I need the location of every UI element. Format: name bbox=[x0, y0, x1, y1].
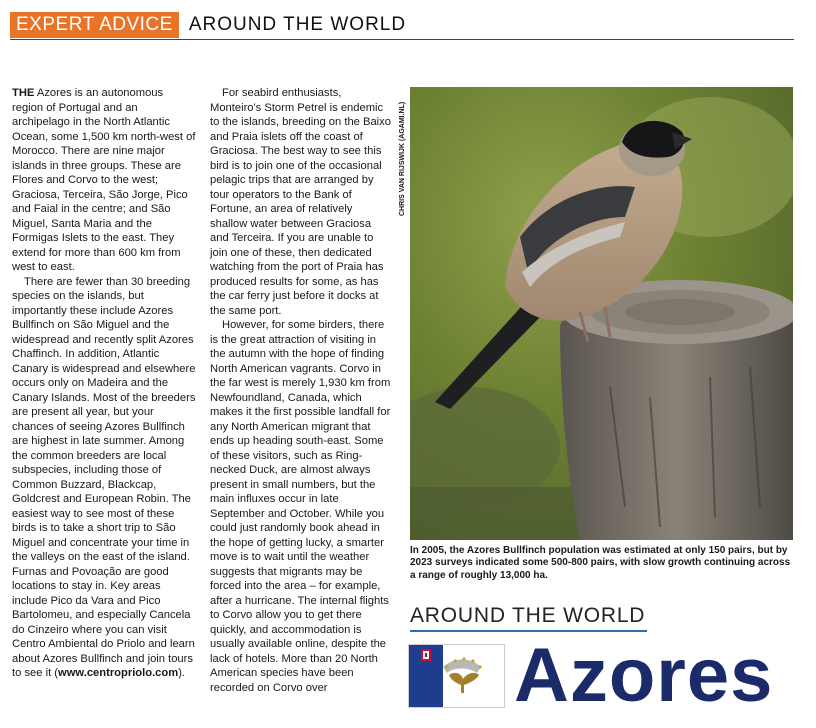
article-column-2 bbox=[210, 86, 392, 695]
article-column-1 bbox=[12, 86, 197, 681]
azores-flag bbox=[408, 644, 505, 708]
website-link[interactable]: www.centropriolo.com bbox=[58, 667, 179, 679]
feature-title: Azores bbox=[514, 633, 774, 718]
photo-credit bbox=[399, 86, 407, 216]
photo-caption: In 2005, the Azores Bullfinch population was estimated at only 150 pairs, but by 2023 surveys indicated some 500-800 pairs, with slow growth continuing across a range of roughly 13,000 ha. bbox=[410, 545, 791, 581]
paragraph-text: There are fewer than 30 breeding species on the islands, but importantly these include Azores Bullfinch on São Miguel and the widespread and recently split Azores Chaffinch. In addition, Atlantic Canary is widespread and elsewhere occurs only on Madeira and the Canary Islands. Most of the breeders are present all year, but your chances of seeing Azores Bullfinch are highest in late summer. Among the common breeders are local subspecies, including those of Common Buzzard, Blackcap, Goldcrest and European Robin. The easiest way to see most of these birds is to take a short trip to São Miguel and concentrate your time in the valleys on the east of the island. Furnas and Povoação are good locations to stay in. Key areas include Pico da Vara and Pico Bartolomeu, and especially Cancela do Cinzeiro where you can visit Centro Ambiental do Priolo and learn about Azores Bullfinch and join tours to see it ( bbox=[12, 275, 196, 679]
page-header bbox=[10, 12, 406, 38]
paragraph bbox=[210, 318, 392, 695]
header-rule bbox=[10, 39, 794, 40]
paragraph-end: ). bbox=[178, 667, 186, 679]
lead-word: THE bbox=[12, 87, 35, 99]
paragraph bbox=[12, 275, 197, 681]
expert-advice-tag: EXPERT ADVICE bbox=[10, 12, 179, 38]
paragraph bbox=[210, 86, 392, 318]
feature-rule bbox=[410, 630, 647, 632]
section-title: AROUND THE WORLD bbox=[188, 14, 407, 35]
paragraph-text: For seabird enthusiasts, Monteiro's Storm Petrel is endemic to the islands, breeding on the Baixo and Praia islets off the coast of Graciosa. The best way to see this bird is to join one of the occasional pelagic trips that are arranged by tour operators to the Bank of Fortune, an area of relatively shallow water between Graciosa and Terceira. If you are unable to join one of these, then dedicated watching from the port of Praia has produced results for some, as has the car ferry just before it docks at the same port. bbox=[210, 87, 391, 317]
paragraph bbox=[12, 86, 197, 275]
bullfinch-photo bbox=[410, 87, 793, 540]
photo-credit-text: CHRIS VAN RIJSWIJK (AGAMI.NL) bbox=[399, 101, 406, 216]
paragraph-text: Azores is an autonomous region of Portugal and an archipelago in the North Atlantic Ocean, some 1,500 km north-west of Morocco. There are nine major islands in three groups. These are Flores and Corvo to the west; Graciosa, Terceira, São Jorge, Pico and Faial in the centre; and São Miguel, Santa Maria and the Formigas Islets to the east. They extend for more than 600 km from west to east. bbox=[12, 87, 196, 273]
paragraph-text: However, for some birders, there is the great attraction of visiting in the autumn with the hope of finding North American vagrants. Corvo in the far west is merely 1,930 km from Newfoundland, Canada, which makes it the first possible landfall for any North American migrant that ends up heading south-east. Some of these visitors, such as Ring-necked Duck, are almost always present in small numbers, but the main influxes occur in late September and October. While you could just randomly book ahead in the hope of getting lucky, a smarter move is to wait until the weather suggests that migrants may be forced into the area – for example, after a hurricane. The internal flights to Corvo allow you to get there quickly, and accommodation is usually available online, despite the lack of hotels. More than 20 North American species have been recorded on Corvo over bbox=[210, 319, 391, 694]
feature-section-title: AROUND THE WORLD bbox=[410, 604, 646, 627]
